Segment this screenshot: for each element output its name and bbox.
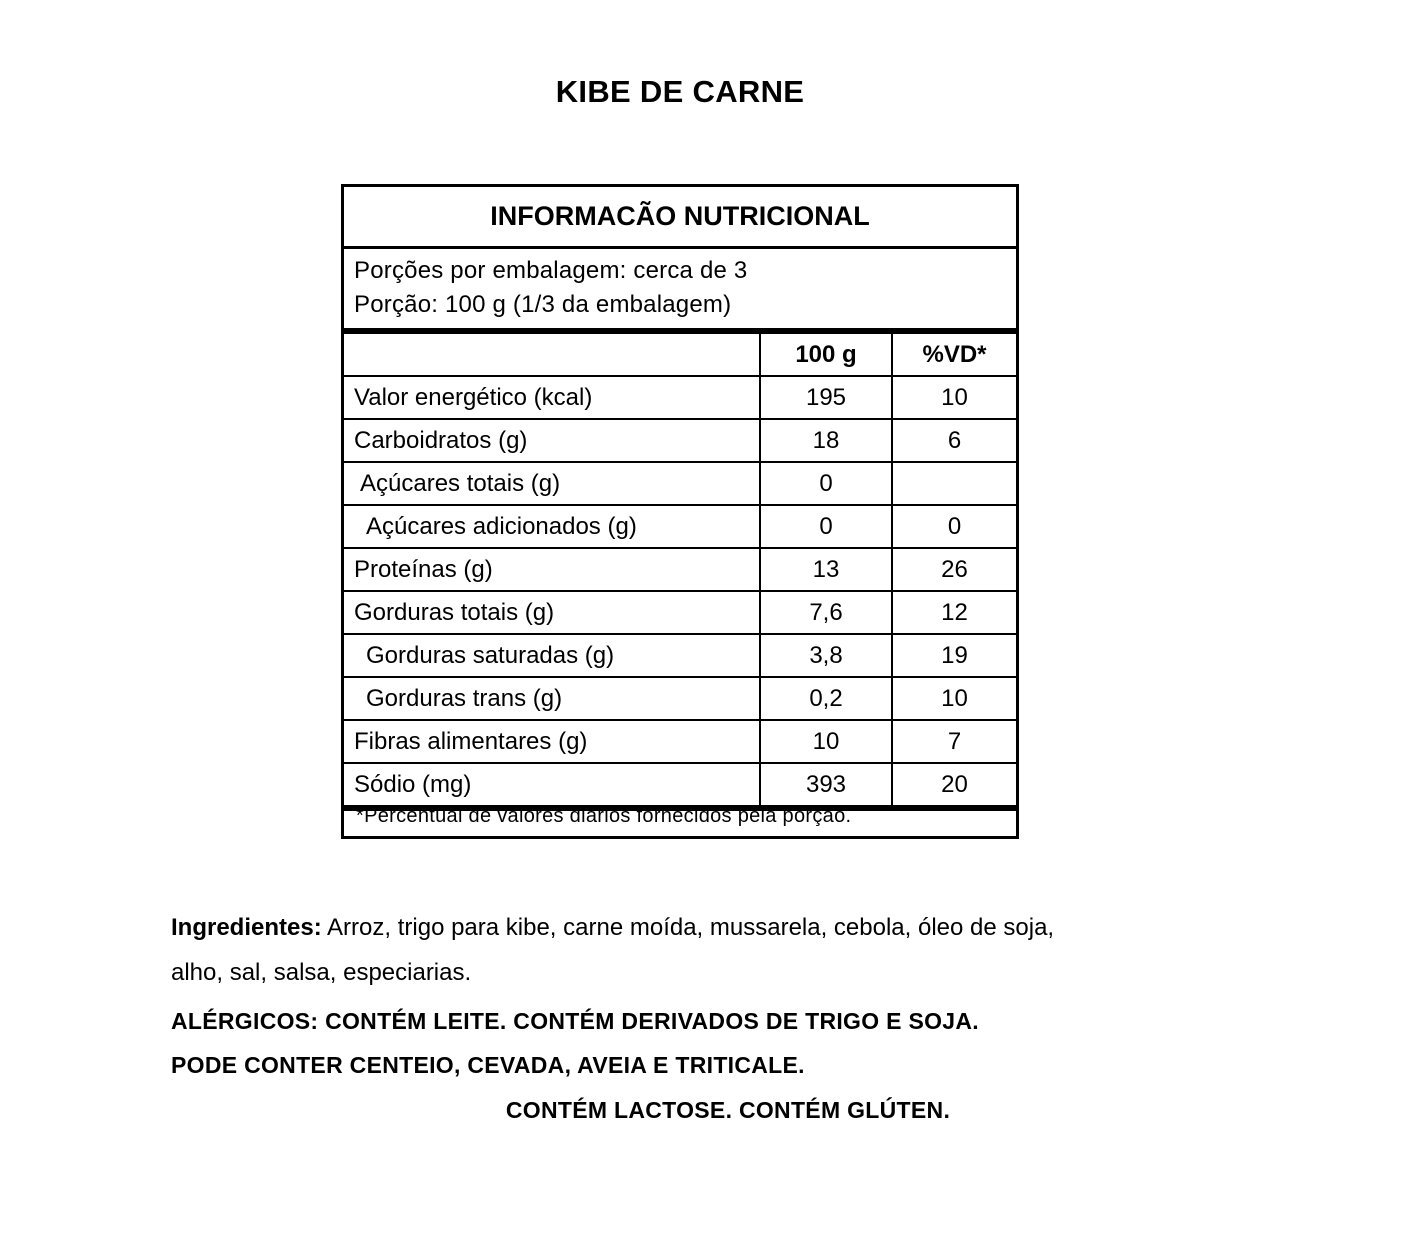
servings-per-package: Porções por embalagem: cerca de 3 xyxy=(354,257,748,284)
nutrient-vd xyxy=(893,463,1016,504)
header-100g-cell: 100 g xyxy=(761,334,893,375)
portion-info xyxy=(344,249,1016,334)
ingredients-line-1 xyxy=(171,914,1054,942)
nutrient-name: Gorduras trans (g) xyxy=(344,678,761,719)
nutrient-name: Sódio (mg) xyxy=(344,764,761,805)
nutrient-vd: 10 xyxy=(941,384,968,411)
header-name-cell xyxy=(344,334,761,375)
nutrient-name: Açúcares adicionados (g) xyxy=(344,506,761,547)
nutrient-vd: 0 xyxy=(947,513,962,540)
table-row xyxy=(344,463,1016,506)
ingredients-label: Ingredientes: xyxy=(171,914,322,941)
header-vd-cell: %VD* xyxy=(922,341,987,368)
vd-footnote: *Percentual de valores diários fornecidos pela porção. xyxy=(356,805,852,827)
nutrient-grid xyxy=(344,334,1016,811)
table-row xyxy=(344,721,1016,764)
nutrient-name: Gorduras totais (g) xyxy=(344,592,761,633)
table-row xyxy=(344,592,1016,635)
nutrient-value: 3,8 xyxy=(761,635,893,676)
table-row xyxy=(344,549,1016,592)
nutrient-value: 195 xyxy=(761,377,893,418)
nutrient-value: 0 xyxy=(761,506,893,547)
nutrient-name: Açúcares totais (g) xyxy=(344,463,761,504)
nutrient-value: 10 xyxy=(761,721,893,762)
nutrient-name: Fibras alimentares (g) xyxy=(344,721,761,762)
table-row xyxy=(344,635,1016,678)
nutrient-vd: 26 xyxy=(941,556,968,583)
product-title: KIBE DE CARNE xyxy=(555,74,805,109)
nutrient-value: 13 xyxy=(761,549,893,590)
nutrient-value: 18 xyxy=(761,420,893,461)
nutrient-name: Carboidratos (g) xyxy=(344,420,761,461)
allergen-line-1: ALÉRGICOS: CONTÉM LEITE. CONTÉM DERIVADOS DE TRIGO E SOJA. xyxy=(171,1008,979,1034)
nutrient-vd: 10 xyxy=(941,685,968,712)
nutrient-vd: 19 xyxy=(941,642,968,669)
nutrient-value: 7,6 xyxy=(761,592,893,633)
ingredients-line-2: alho, sal, salsa, especiarias. xyxy=(171,959,472,986)
nutrient-value: 393 xyxy=(761,764,893,805)
table-row xyxy=(344,420,1016,463)
table-row xyxy=(344,678,1016,721)
nutrient-value: 0 xyxy=(761,463,893,504)
nutrient-vd: 6 xyxy=(947,427,962,454)
nutrient-value: 0,2 xyxy=(761,678,893,719)
nutrition-facts-table xyxy=(341,184,1019,839)
nutrient-name: Gorduras saturadas (g) xyxy=(344,635,761,676)
nutrient-vd: 12 xyxy=(941,599,968,626)
serving-size: Porção: 100 g (1/3 da embalagem) xyxy=(354,291,732,318)
nutrient-vd: 7 xyxy=(947,728,962,755)
ingredients-text-1: Arroz, trigo para kibe, carne moída, mussarela, cebola, óleo de soja, xyxy=(327,914,1055,941)
nutrition-header: INFORMACÃO NUTRICIONAL xyxy=(344,187,1016,249)
table-row xyxy=(344,377,1016,420)
nutrient-vd: 20 xyxy=(941,771,968,798)
table-row xyxy=(344,764,1016,811)
nutrient-name: Valor energético (kcal) xyxy=(344,377,761,418)
table-row xyxy=(344,506,1016,549)
nutrient-name: Proteínas (g) xyxy=(344,549,761,590)
table-header-row xyxy=(344,334,1016,377)
allergen-line-2: PODE CONTER CENTEIO, CEVADA, AVEIA E TRITICALE. xyxy=(171,1052,805,1078)
allergen-line-3: CONTÉM LACTOSE. CONTÉM GLÚTEN. xyxy=(505,1097,951,1123)
